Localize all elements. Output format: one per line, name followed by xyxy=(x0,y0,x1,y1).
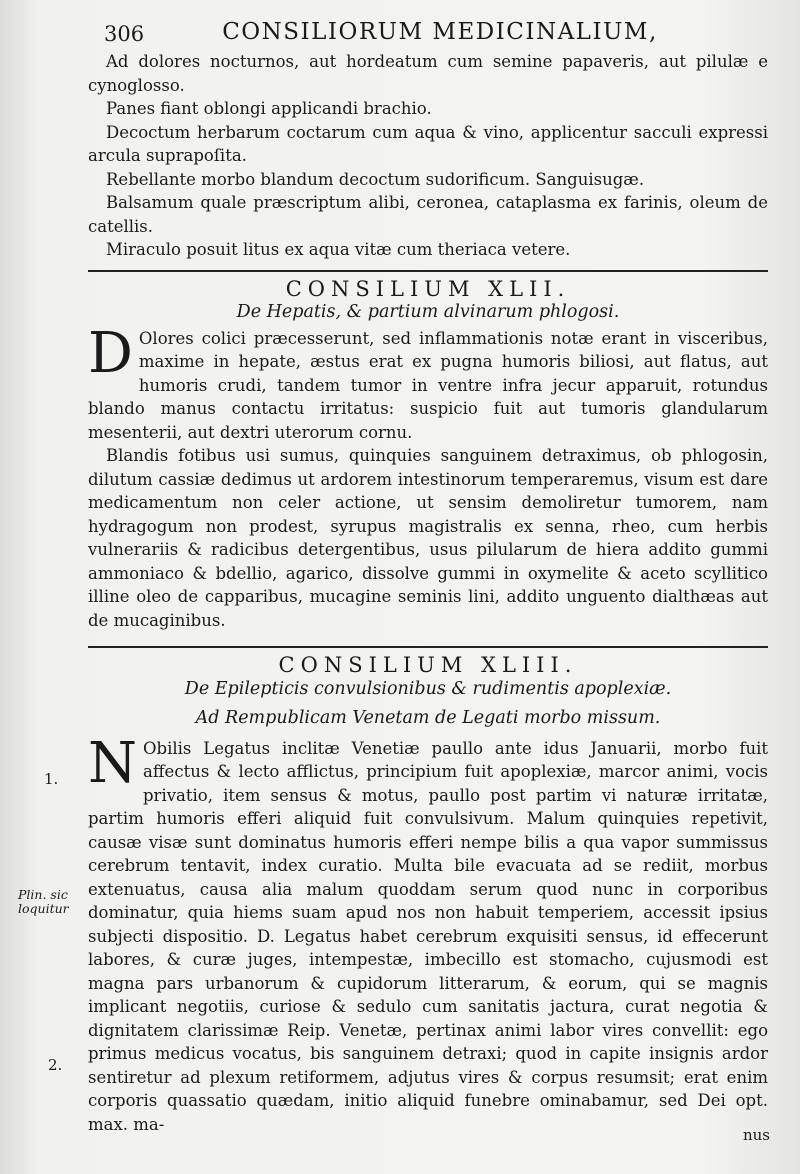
running-head: CONSILIORUM MEDICINALIUM, xyxy=(222,19,658,45)
margin-note: Plin. sic loquitur xyxy=(18,887,69,916)
consilium-42 xyxy=(88,278,768,633)
section-divider xyxy=(88,646,768,648)
consilium-paragraph xyxy=(88,320,768,445)
margin-number: 1. xyxy=(44,770,59,788)
paragraph-text: Obilis Legatus inclitæ Venetiæ paullo ante idus Januarii, morbo fuit affectus & lecto afflictus, principium fuit apoplexiæ, marcor animi, vocis privatio, item sensus & motus, paullo post partim vi naturæ irritatæ, partim humoris efferi aliquid fuit convulsivum. Malum quinquies repetivit, causæ visæ sunt dominatus humoris efferi nempe bilis a qua vapor summissus cerebrum tentavit, index curatio. Multa bile evacuata ad se rediit, morbus extenuatus, causa alia malum quoddam serum quod nunc in corporibus dominatur, quia hiems suam apud nos non habuit temperiem, accessit ipsius subjecti dispositio. D. Legatus habet cerebrum exquisiti sensus, id effecerunt labores, & curæ juges, intempestæ, imbecillo est stomacho, cujusmodi est magna pars urbanorum & cupidorum litterarum, & eorum, qui se magnis implicant negotiis, curiose & sedulo cum sanitatis jactura, curat negotia & dignitatem clarissimæ Reip. Venetæ, pertinax animi labor vires convellit: ego primus medicus vocatus, bis sanguinem detraxi; quod in capite insignis ardor sentiretur ad plexum retiformem, adjutus vires & corpus resumsit; erat enim corporis quassatio quædam, initio aliquid funebre ominabamur, sed Dei opt. max. ma- xyxy=(88,738,768,1134)
paragraph-text: Olores colici præcesserunt, sed inflammationis notæ erant in visceribus, maxime in hepate, æstus erat ex pugna humoris biliosi, aut flatus, aut humoris crudi, tandem tumor in ventre infra jecur apparuit, rotundus blando manus contactu irritatus: suspicio fuit aut tumoris glandularum mesenterii, aut dextri uterorum cornu. xyxy=(88,328,768,442)
consilium-title: CONSILIUM XLII. xyxy=(285,276,571,301)
intro-section xyxy=(88,50,768,262)
section-divider xyxy=(88,270,768,272)
page-header xyxy=(100,14,780,48)
consilium-paragraph xyxy=(88,730,768,1137)
consilium-paragraph: Blandis fotibus usi sumus, quinquies sanguinem detraximus, ob phlogosin, dilutum cassiæ dedimus ut ardorem intestinorum temperaremus, visum est dare medicamentum non celer actione, ut sensim demoliretur tumorem, nam hydragogum non prodest, syrupus magistralis ex senna, rheo, cum herbis vulnerariis & radicibus detergentibus, usus pilularum de hiera addito gummi ammoniaco & bdellio, agarico, dissolve gummi in oxymelite & aceto scyllitico illine oleo de capparibus, mucagine seminis lini, addito unguento dialthæas aut de mucaginibus. xyxy=(88,446,768,630)
consilium-title: CONSILIUM XLIII. xyxy=(278,653,578,677)
page-body xyxy=(88,50,768,1136)
intro-line: Rebellante morbo blandum decoctum sudorificum. Sanguisugæ. xyxy=(106,169,645,189)
drop-cap: D xyxy=(88,320,133,386)
intro-line: Panes fiant oblongi applicandi brachio. xyxy=(106,99,432,118)
catchword: nus xyxy=(742,1126,770,1144)
consilium-subtitle: De Hepatis, & partium alvinarum phlogosi. xyxy=(236,302,620,322)
page-number: 306 xyxy=(104,22,145,46)
consilium-subtitle-secondary: Ad Rempublicam Venetam de Legati morbo missum. xyxy=(195,708,661,728)
margin-number: 2. xyxy=(48,1056,63,1074)
intro-line: Miraculo posuit litus ex aqua vitæ cum theriaca vetere. xyxy=(106,240,571,259)
consilium-43 xyxy=(88,654,768,1136)
intro-line: Balsamum quale præscriptum alibi, ceronea, cataplasma ex farinis, oleum de catellis. xyxy=(88,193,768,236)
consilium-subtitle: De Epilepticis convulsionibus & rudimentis apoplexiæ. xyxy=(184,678,672,699)
intro-line: Decoctum herbarum coctarum cum aqua & vino, applicentur sacculi expressi arcula suprapoſita. xyxy=(88,122,768,165)
drop-cap: N xyxy=(88,730,137,796)
intro-line: Ad dolores nocturnos, aut hordeatum cum semine papaveris, aut pilulæ e cynoglosso. xyxy=(88,52,768,95)
